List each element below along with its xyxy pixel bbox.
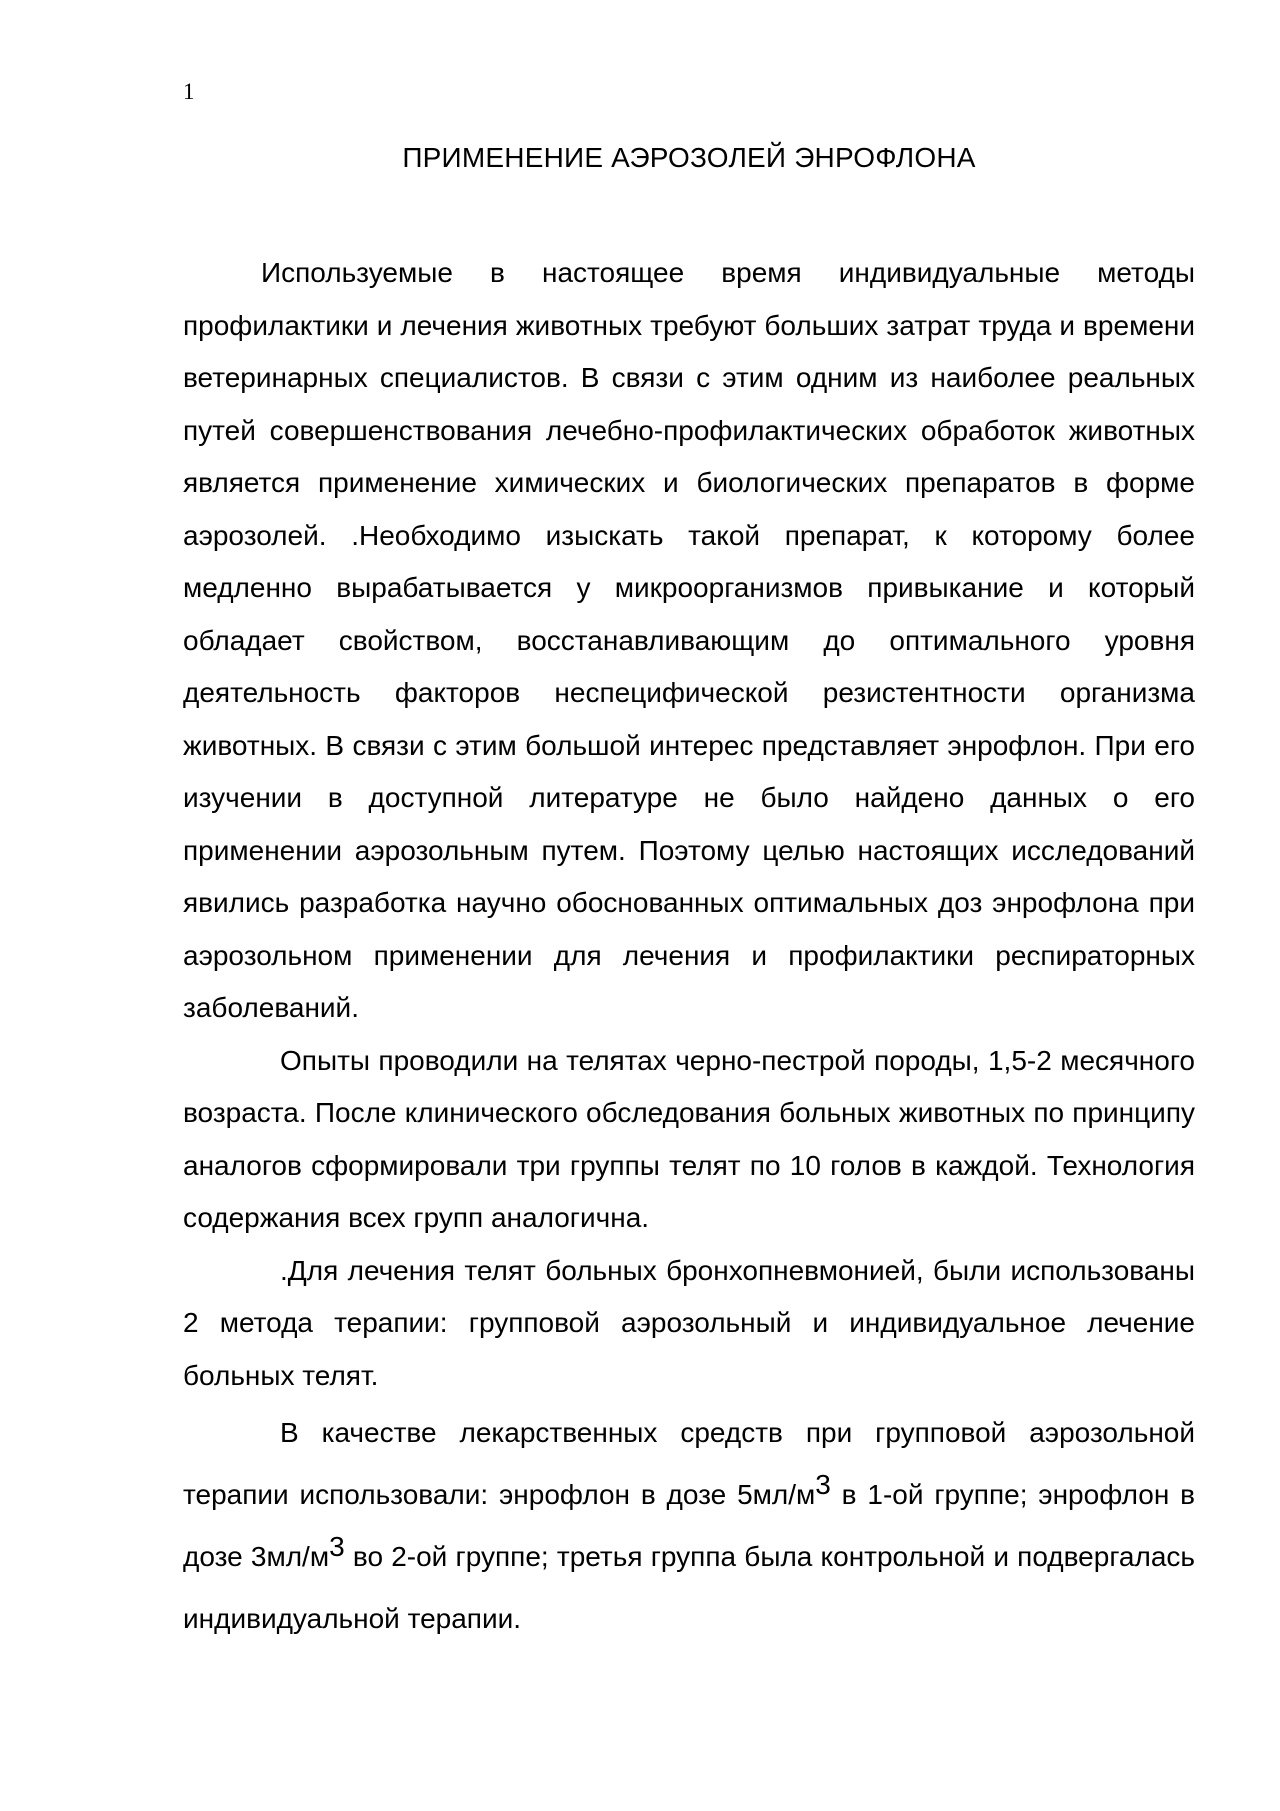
paragraph-introduction: Используемые в настоящее время индивидуальные методы профилактики и лечения животных требуют больших затрат труда и времени ветеринарных специалистов. В связи с этим одним из наиболее реальных путей совершенствования лечебно-профилактических обработок животных является применение химических и биологических препаратов в форме аэрозолей. .Необходимо изыскать такой препарат, к которому более медленно вырабатывается у микроорганизмов привыкание и который обладает свойством, восстанавливающим до оптимального уровня деятельность факторов неспецифической резистентности организма животных. В связи с этим большой интерес представляет энрофлон. При его изучении в доступной литературе не было найдено данных о его применении аэрозольным путем. Поэтому целью настоящих исследований явились разработка научно обоснованных оптимальных доз энрофлона при аэрозольном применении для лечения и профилактики респираторных заболеваний. [183,257,1195,1023]
page-number: 1 [183,79,195,104]
paragraph-dosage [183,1402,1195,1650]
paragraph-treatment-methods: .Для лечения телят больных бронхопневмонией, были использованы 2 метода терапии: групповой аэрозольный и индивидуальное лечение больных телят. [183,1254,1195,1391]
dosage-text-part-3: во 2-ой группе; третья группа была контрольной и подвергалась индивидуальной терапии. [183,1541,1195,1634]
document-title: ПРИМЕНЕНИЕ АЭРОЗОЛЕЙ ЭНРОФЛОНА [402,142,976,173]
superscript-cubic-1: 3 [815,1469,831,1500]
paragraph-experiment-design: Опыты проводили на телятах черно-пестрой породы, 1,5-2 месячного возраста. После клинического обследования больных животных по принципу аналогов сформировали три группы телят по 10 голов в каждой. Технология содержания всех групп аналогична. [183,1044,1195,1233]
dosage-text-part-1: В качестве лекарственных средств при групповой аэрозольной терапии использовали: энрофлон в дозе 5мл/м [183,1417,1195,1510]
document-body [183,247,1195,1650]
dosage-text-part-2: в 1-ой группе; энрофлон в дозе 3мл/м [183,1479,1196,1572]
superscript-cubic-2: 3 [329,1531,345,1562]
